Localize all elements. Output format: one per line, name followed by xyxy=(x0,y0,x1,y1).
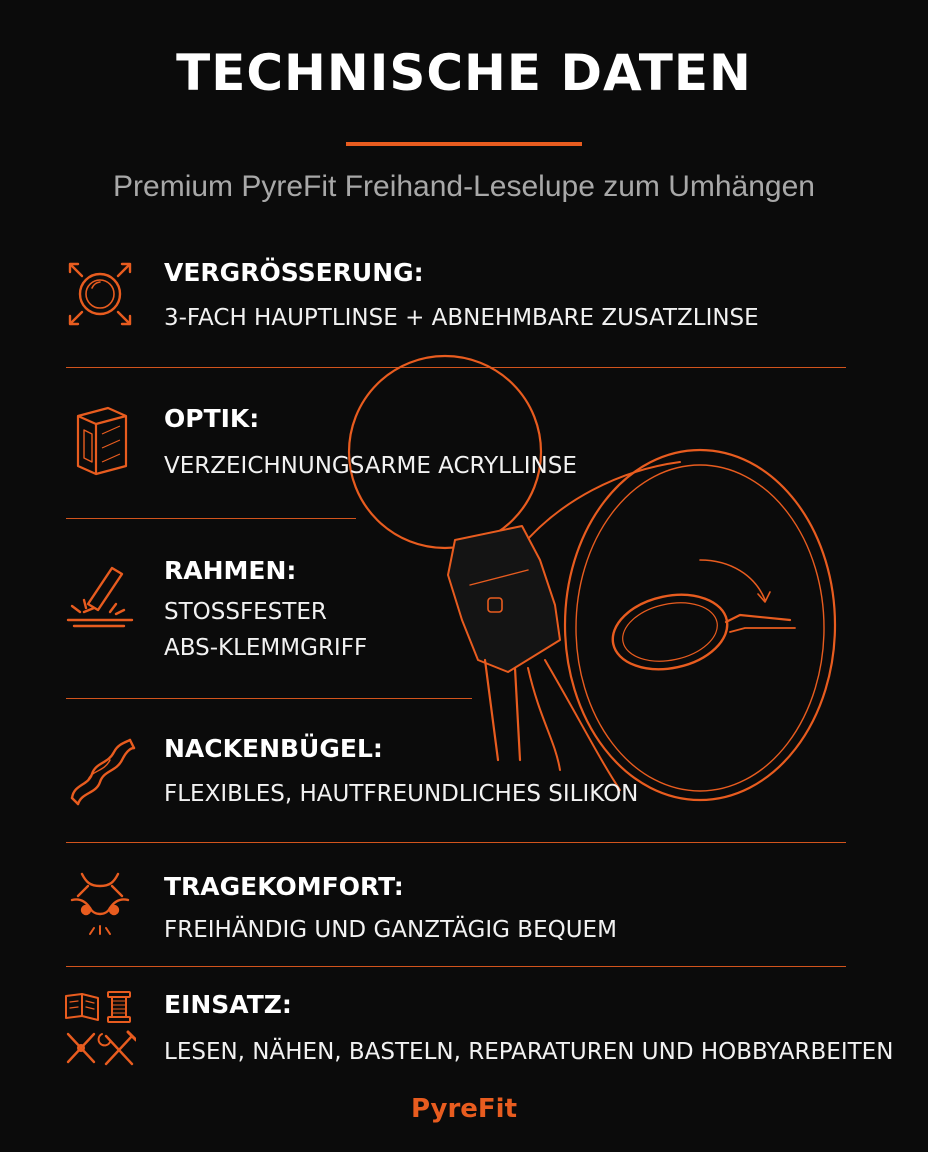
spec-label: VERGRÖSSERUNG: xyxy=(164,258,424,287)
page-title: TECHNISCHE DATEN xyxy=(176,44,752,102)
impact-icon xyxy=(64,556,136,628)
divider xyxy=(66,842,846,843)
spec-value-line2: ABS-KLEMMGRIFF xyxy=(164,635,368,661)
spec-label: RAHMEN: xyxy=(164,556,297,585)
spec-value: 3-FACH HAUPTLINSE + ABNEHMBARE ZUSATZLINSE xyxy=(164,305,759,331)
spec-label: NACKENBÜGEL: xyxy=(164,734,383,763)
spec-label: TRAGEKOMFORT: xyxy=(164,872,404,901)
magnifier-expand-icon xyxy=(64,258,136,330)
spec-label: EINSATZ: xyxy=(164,990,292,1019)
spec-value: FREIHÄNDIG UND GANZTÄGIG BEQUEM xyxy=(164,917,617,943)
divider xyxy=(66,518,356,519)
page-subtitle: Premium PyreFit Freihand-Leselupe zum Umhängen xyxy=(113,170,815,203)
spec-value: FLEXIBLES, HAUTFREUNDLICHES SILIKON xyxy=(164,781,639,807)
divider xyxy=(66,966,846,967)
hobby-tools-icon xyxy=(64,990,136,1072)
flexible-band-icon xyxy=(64,734,136,806)
spec-label: OPTIK: xyxy=(164,404,260,433)
neck-wear-icon xyxy=(64,872,136,944)
divider xyxy=(66,367,846,368)
spec-value: VERZEICHNUNGSARME ACRYLLINSE xyxy=(164,453,577,479)
spec-value: LESEN, NÄHEN, BASTELN, REPARATUREN UND HOBBYARBEITEN xyxy=(164,1039,894,1065)
divider xyxy=(66,698,472,699)
spec-value-line1: STOSSFESTER xyxy=(164,599,327,625)
prism-icon xyxy=(64,404,136,476)
brand-logo: PyreFit xyxy=(410,1094,518,1124)
